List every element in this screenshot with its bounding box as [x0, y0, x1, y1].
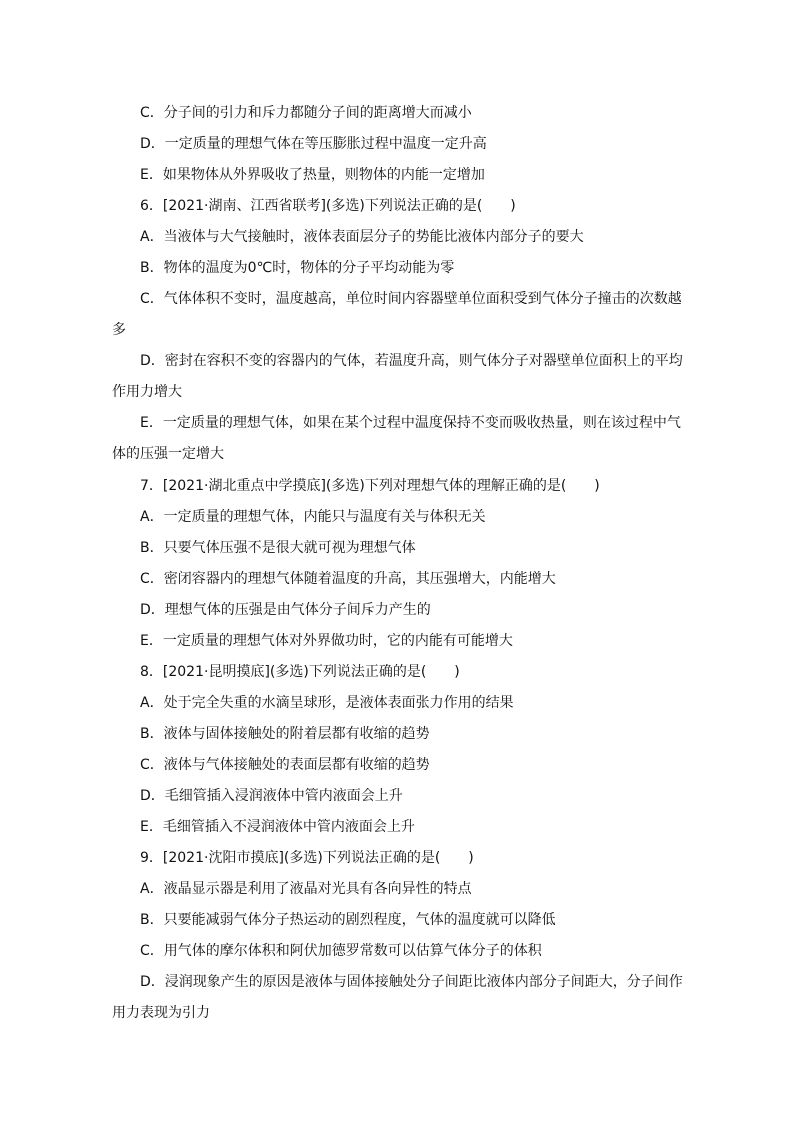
text-line: E．如果物体从外界吸收了热量，则物体的内能一定增加	[140, 167, 485, 183]
text-line: E．一定质量的理想气体，如果在某个过程中温度保持不变而吸收热量，则在该过程中气	[140, 415, 681, 431]
text-line: A．一定质量的理想气体，内能只与温度有关与体积无关	[140, 509, 486, 525]
text-line: C．气体体积不变时，温度越高，单位时间内容器壁单位面积受到气体分子撞击的次数越	[140, 291, 682, 307]
text-line: C．液体与气体接触处的表面层都有收缩的趋势	[140, 757, 430, 773]
question-stem: 8．[2021·昆明摸底](多选)下列说法正确的是( )	[140, 664, 460, 680]
question-stem: 6．[2021·湖南、江西省联考](多选)下列说法正确的是( )	[140, 198, 516, 214]
text-line: C．密闭容器内的理想气体随着温度的升高，其压强增大，内能增大	[140, 571, 556, 587]
text-line: E．一定质量的理想气体对外界做功时，它的内能有可能增大	[140, 633, 513, 649]
text-line: A．当液体与大气接触时，液体表面层分子的势能比液体内部分子的要大	[140, 229, 584, 245]
text-line: A．处于完全失重的水滴呈球形，是液体表面张力作用的结果	[140, 695, 514, 711]
text-line: D．理想气体的压强是由气体分子间斥力产生的	[140, 602, 431, 618]
question-stem: 7．[2021·湖北重点中学摸底](多选)下列对理想气体的理解正确的是( )	[140, 478, 600, 494]
text-line: D．毛细管插入浸润液体中管内液面会上升	[140, 788, 403, 804]
text-line: B．只要能减弱气体分子热运动的剧烈程度，气体的温度就可以降低	[140, 912, 556, 928]
text-line-continuation: 作用力增大	[112, 384, 182, 400]
text-line: B．液体与固体接触处的附着层都有收缩的趋势	[140, 726, 430, 742]
text-line-continuation: 体的压强一定增大	[112, 446, 224, 462]
text-line: C．分子间的引力和斥力都随分子间的距离增大而减小	[140, 105, 472, 121]
question-stem: 9．[2021·沈阳市摸底](多选)下列说法正确的是( )	[140, 850, 474, 866]
text-line: D．密封在容积不变的容器内的气体，若温度升高，则气体分子对器壁单位面积上的平均	[140, 353, 683, 369]
text-line: B．只要气体压强不是很大就可视为理想气体	[140, 540, 416, 556]
text-line-continuation: 多	[112, 322, 126, 338]
text-line: A．液晶显示器是利用了液晶对光具有各向异性的特点	[140, 881, 472, 897]
text-line: C．用气体的摩尔体积和阿伏加德罗常数可以估算气体分子的体积	[140, 943, 542, 959]
text-line: D．浸润现象产生的原因是液体与固体接触处分子间距比液体内部分子间距大，分子间作	[140, 974, 683, 990]
text-line: E．毛细管插入不浸润液体中管内液面会上升	[140, 819, 415, 835]
text-line-continuation: 用力表现为引力	[112, 1005, 210, 1021]
text-line: B．物体的温度为0℃时，物体的分子平均动能为零	[140, 260, 455, 276]
text-line: D．一定质量的理想气体在等压膨胀过程中温度一定升高	[140, 136, 487, 152]
